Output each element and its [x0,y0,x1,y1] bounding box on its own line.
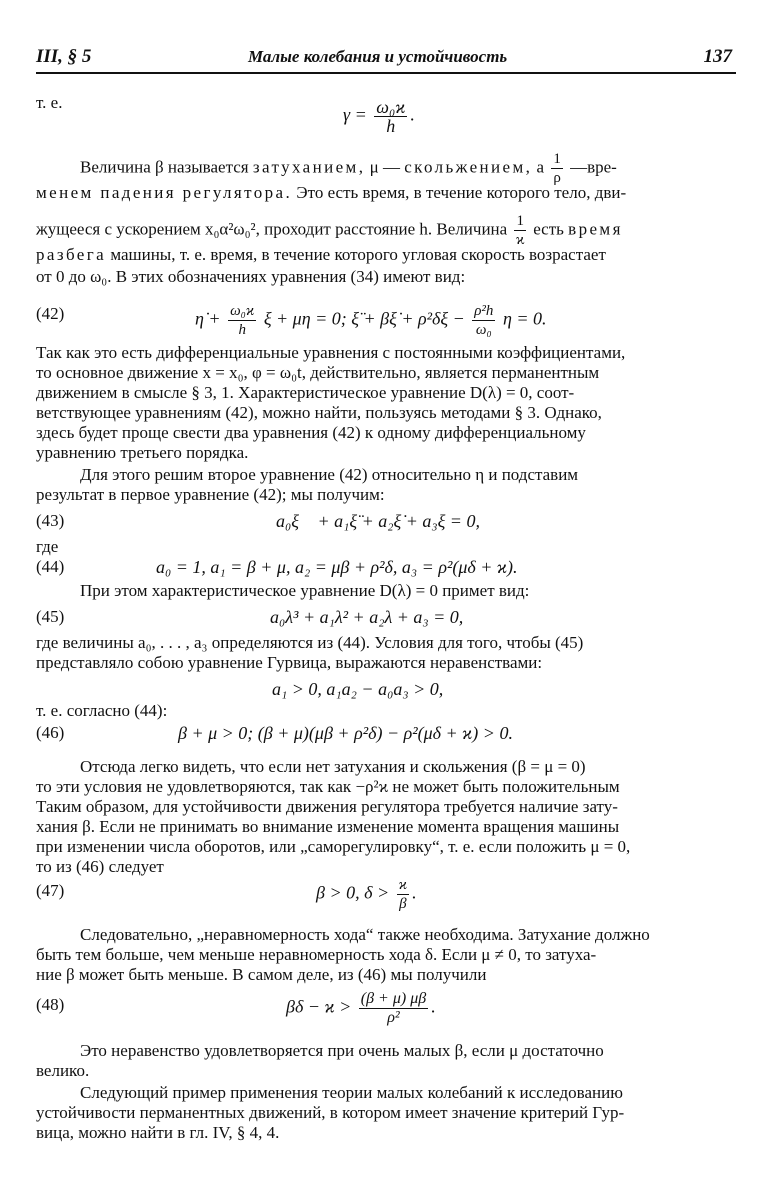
para2-line4: ветствующее уравнениям (42), можно найти, пользуясь методами § 3. Однако, [36,403,602,422]
para2-line6: уравнению третьего порядка. [36,443,249,462]
para9-line1: Следующий пример применения теории малых колебаний к исследованию [80,1083,623,1102]
equation-42: η̇ + $\frac{\text{ω₀ϰ}}{h}$ ξ + μη = 0; ξ̈ + βξ̇ + ρ²δξ − $\frac{\text{ρ²h}}{\text{ω₀}}$ η = 0. [195,303,547,338]
eq45-label: (45) [36,607,65,626]
para1-line5: от 0 до ω₀. В этих обозначениях уравнения (34) имеют вид: [36,267,466,286]
para4: При этом характеристическое уравнение D(λ) = 0 примет вид: [80,581,530,600]
equation-45: a₀λ³ + a₁λ² + a₂λ + a₃ = 0, [270,607,464,627]
para1-line1: Величина β называется затуханием, μ — скольжением, а $\frac{1}{\rho}$ —вре- [80,151,617,186]
equation-hurwitz: a₁ > 0, a₁a₂ − a₀a₃ > 0, [272,679,444,699]
para9-line3: вица, можно найти в гл. IV, § 4, 4. [36,1123,280,1142]
para8-line1: Это неравенство удовлетворяется при очень малых β, если μ достаточно [80,1041,604,1060]
page-number: 137 [703,46,732,67]
equation-43: a₀ξ⃛ + a₁ξ̈ + a₂ξ̇ + a₃ξ = 0, [276,511,480,531]
para7-line1: Следовательно, „неравномерность хода“ также необходима. Затухание должно [80,925,650,944]
para6-line1: Отсюда легко видеть, что если нет затухания и скольжения (β = μ = 0) [80,757,586,776]
para5-line2: представляло собою уравнение Гурвица, выражаются неравенствами: [36,653,543,672]
para6-line2: то эти условия не удовлетворяются, так как −ρ²ϰ не может быть положительным [36,777,620,796]
equation-gamma: γ = $\frac{\text{ω₀ϰ}}{h}$ . [343,97,415,136]
equation-46: β + μ > 0; (β + μ)(μβ + ρ²δ) − ρ²(μδ + ϰ) > 0. [178,723,513,743]
eq48-label: (48) [36,995,65,1014]
te-prefix: т. е. [36,93,63,112]
eq43-label: (43) [36,511,65,530]
eq47-label: (47) [36,881,65,900]
para2-line3: движением в смысле § 3, 1. Характеристическое уравнение D(λ) = 0, соот- [36,383,575,402]
para7-line2: быть тем больше, чем меньше неравномерность хода δ. Если μ ≠ 0, то затуха- [36,945,597,964]
para6-line6: то из (46) следует [36,857,164,876]
para3-line2: результат в первое уравнение (42); мы получим: [36,485,385,504]
te-soglasno: т. е. согласно (44): [36,701,168,720]
para1-line4: разбега машины, т. е. время, в течение которого угловая скорость возрастает [36,245,606,264]
equation-44: a₀ = 1, a₁ = β + μ, a₂ = μβ + ρ²δ, a₃ = ρ²(μδ + ϰ). [156,557,518,577]
para2-line1: Так как это есть дифференциальные уравнения с постоянными коэффициентами, [36,343,626,362]
para2-line2: то основное движение x = x₀, φ = ω₀t, действительно, является перманентным [36,363,600,382]
para1-line3: жущееся с ускорением x₀α²ω₀², проходит расстояние h. Величина $\frac{1}{ϰ}$ есть время [36,213,623,248]
para7-line3: ние β может быть меньше. В самом деле, из (46) мы получили [36,965,487,984]
para5-line1: где величины a₀, . . . , a₃ определяются из (44). Условия для того, чтобы (45) [36,633,584,652]
eq46-label: (46) [36,723,65,742]
eq42-label: (42) [36,304,65,323]
para8-line2: велико. [36,1061,90,1080]
eq44-label: (44) [36,557,65,576]
para9-line2: устойчивости перманентных движений, в котором имеет значение критерий Гур- [36,1103,625,1122]
chapter-title: Малые колебания и устойчивость [248,47,508,66]
section-label: III, § 5 [36,46,92,67]
para6-line5: при изменении числа оборотов, или „саморегулировку“, т. е. если положить μ = 0, [36,837,631,856]
equation-47: β > 0, δ > $\frac{ϰ}{\beta}$ . [316,877,417,912]
equation-48: βδ − ϰ > $\frac{(\beta + \mu) \mu\beta}{\text{ρ²}}$ . [286,990,436,1026]
para1-line2: менем падения регулятора. Это есть время, в течение которого тело, дви- [36,183,627,202]
gde-word: где [36,537,59,556]
para3-line1: Для этого решим второе уравнение (42) относительно η и подставим [80,465,579,484]
running-header [36,44,736,74]
para2-line5: здесь будет проще свести два уравнения (42) к одному дифференциальному [36,423,586,442]
para6-line4: хания β. Если не принимать во внимание изменение момента вращения машины [36,817,620,836]
para6-line3: Таким образом, для устойчивости движения регулятора требуется наличие зату- [36,797,618,816]
